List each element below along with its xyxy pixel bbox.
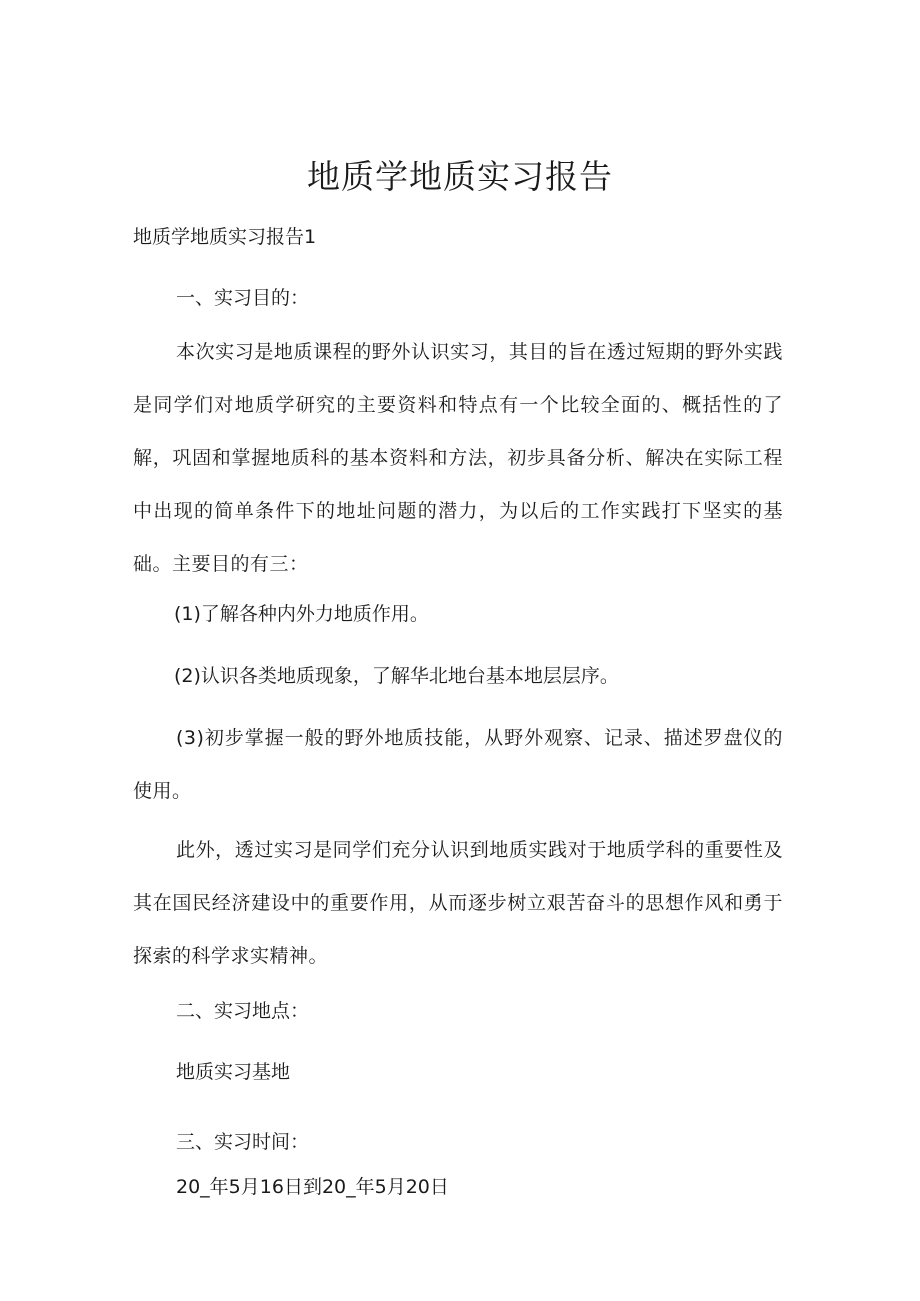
section-heading-location: 二、实习地点： (176, 1000, 310, 1022)
goal-item-1: (1)了解各种内外力地质作用。 (174, 603, 429, 625)
goal-item-2: (2)认识各类地质现象，了解华北地台基本地层层序。 (174, 665, 619, 687)
purpose-paragraph: 本次实习是地质课程的野外认识实习，其目的旨在透过短期的野外实践是同学们对地质学研究的主要资料和特点有一个比较全面的、概括性的了解，巩固和掌握地质科的基本资料和方法，初步具备分析、解决在实际工程中出现的简单条件下的地址问题的潜力，为以后的工作实践打下坚实的基础。主要目的有三： (133, 341, 783, 575)
section-heading-time: 三、实习时间： (176, 1131, 310, 1153)
significance-paragraph: 此外，透过实习是同学们充分认识到地质实践对于地质学科的重要性及其在国民经济建设中的重要作用，从而逐步树立艰苦奋斗的思想作风和勇于探索的科学求实精神。 (133, 839, 783, 967)
location-text: 地质实习基地 (176, 1061, 291, 1083)
section-heading-purpose: 一、实习目的： (176, 287, 310, 309)
document-title: 地质学地质实习报告 (307, 157, 613, 196)
date-range-text: 20_年5月16日到20_年5月20日 (176, 1176, 449, 1198)
goal-item-3: (3)初步掌握一般的野外地质技能，从野外观察、记录、描述罗盘仪的使用。 (133, 727, 783, 802)
report-subtitle: 地质学地质实习报告1 (133, 226, 317, 248)
